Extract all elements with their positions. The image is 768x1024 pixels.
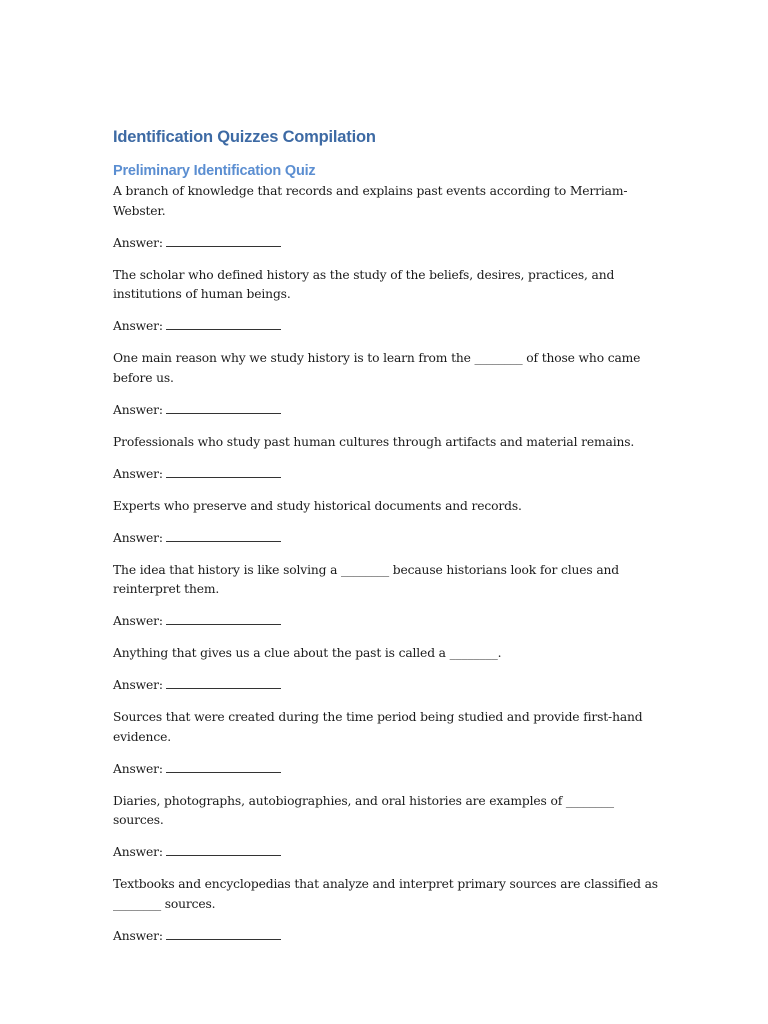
answer-blank[interactable] [166,234,281,247]
answer-blank[interactable] [166,529,281,542]
answer-row [113,927,658,947]
question-item [113,182,658,253]
answer-row [113,676,658,696]
answer-label: Answer: [113,761,163,776]
answer-label: Answer: [113,614,163,628]
answer-row [113,843,658,863]
answer-row [113,465,658,485]
answer-blank[interactable] [166,927,281,940]
answer-row [113,612,658,632]
answer-row [113,760,658,780]
question-text: One main reason why we study history is to learn from the ________ of those who came before us. [113,351,641,385]
question-item [113,644,658,696]
document-content [113,124,658,959]
question-text: Textbooks and encyclopedias that analyze and interpret primary sources are classified as ________ sources. [113,877,658,911]
answer-label: Answer: [113,845,163,859]
answer-blank[interactable] [166,317,281,330]
answer-label: Answer: [113,402,163,417]
question-item [113,561,658,632]
answer-blank[interactable] [166,843,281,856]
question-item [113,497,658,549]
answer-row [113,317,658,337]
answer-blank[interactable] [166,676,281,689]
question-text: The scholar who defined history as the study of the beliefs, desires, practices, and institutions of human beings. [113,267,615,301]
answer-label: Answer: [113,235,163,250]
question-item [113,433,658,485]
question-item [113,266,658,337]
quiz-section-heading: Preliminary Identification Quiz [113,163,316,179]
question-list [113,182,658,946]
answer-label: Answer: [113,678,163,692]
question-text: Anything that gives us a clue about the past is called a ________. [113,646,502,660]
answer-label: Answer: [113,530,163,545]
answer-label: Answer: [113,928,163,943]
answer-row [113,234,658,254]
question-text: A branch of knowledge that records and explains past events according to Merriam-Webster. [113,184,628,218]
question-item [113,792,658,863]
answer-blank[interactable] [166,401,281,414]
document-title: Identification Quizzes Compilation [113,128,376,146]
answer-blank[interactable] [166,465,281,478]
question-text: Sources that were created during the time period being studied and provide first-hand evidence. [113,710,643,744]
question-item [113,708,658,779]
answer-row [113,401,658,421]
question-text: Diaries, photographs, autobiographies, and oral histories are examples of ________ sources. [113,793,614,827]
question-text: Professionals who study past human cultures through artifacts and material remains. [113,434,635,449]
question-item [113,349,658,420]
answer-blank[interactable] [166,612,281,625]
question-text: The idea that history is like solving a ________ because historians look for clues and reinterpret them. [113,562,620,596]
answer-blank[interactable] [166,760,281,773]
answer-row [113,529,658,549]
answer-label: Answer: [113,319,163,333]
question-text: Experts who preserve and study historical documents and records. [113,498,522,513]
question-item [113,875,658,946]
answer-label: Answer: [113,466,163,481]
